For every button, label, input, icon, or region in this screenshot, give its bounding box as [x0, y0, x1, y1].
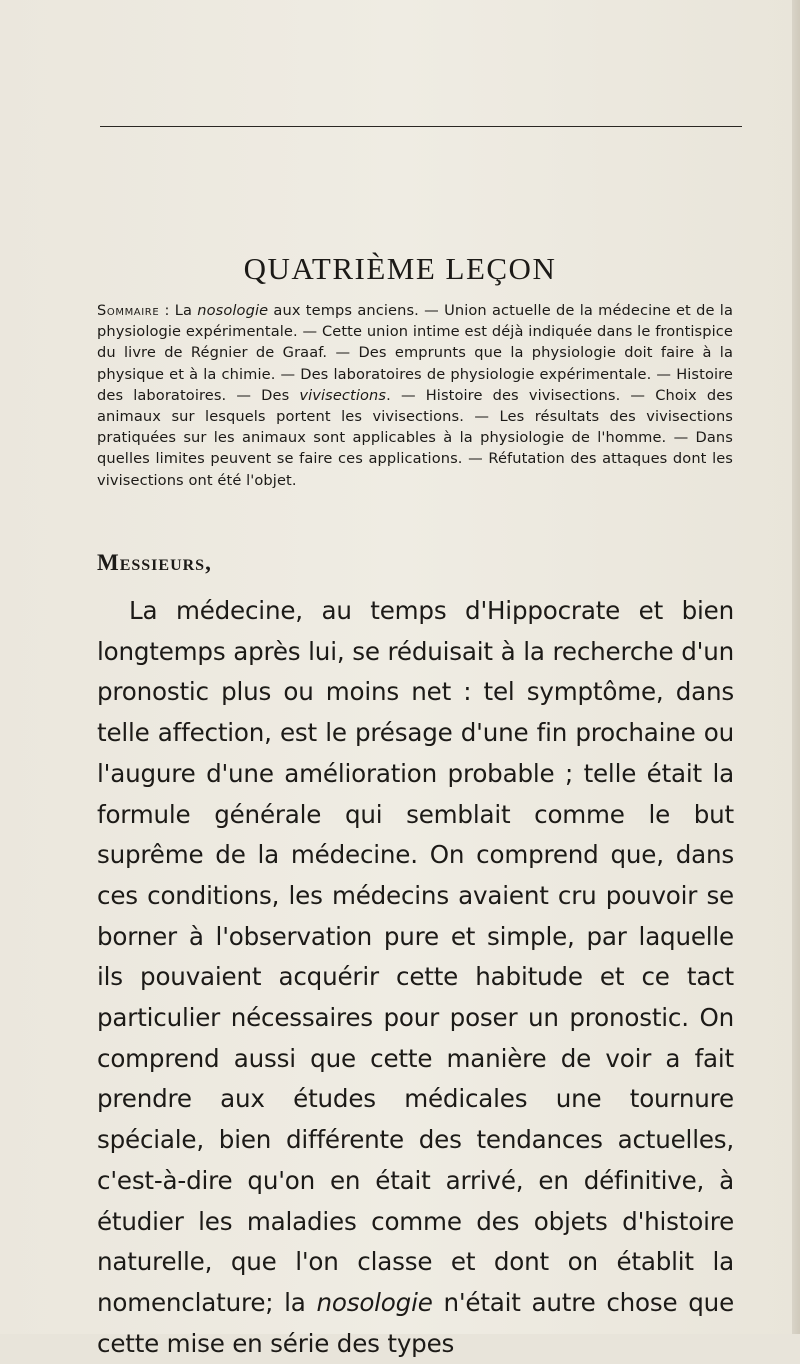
header-rule [100, 126, 742, 127]
summary-term-nosologie: nosologie [197, 302, 269, 319]
body-paragraph [97, 591, 734, 1364]
summary-separator: : La [159, 302, 198, 319]
body-text-part-1: La médecine, au temps d'Hippocrate et bien longtemps après lui, se réduisait à la recherche d'un pronostic plus ou moins net : tel symptôme, dans telle affection, est le présage d'une fin prochaine ou l'augure d'une amélioration probable ; telle était la formule générale qui semblait comme le but suprême de la médecine. On comprend que, dans ces conditions, les médecins avaient cru pouvoir se borner à l'observation pure et simple, par laquelle ils pouvaient acquérir cette habitude et ce tact particulier nécessaires pour poser un pronostic. On comprend aussi que cette manière de voir a fait prendre aux études médicales une tournure spéciale, bien différente des tendances actuelles, c'est-à-dire qu'on en était arrivé, en définitive, à étudier les maladies comme des objets d'histoire naturelle, que l'on classe et dont on établit la nomenclature; la [97, 596, 734, 1317]
body-term-nosologie: nosologie [316, 1287, 433, 1317]
chapter-title: QUATRIÈME LEÇON [243, 251, 557, 286]
summary-lead: Sommaire [97, 302, 160, 319]
chapter-summary [97, 300, 733, 491]
summary-term-vivisections: vivisections [299, 386, 387, 404]
body-text-part-2: n'était autre chose que cette mise en série des types [97, 1287, 734, 1358]
summary-text-part-2: . — Histoire des vivisections. — Choix des animaux sur lesquels portent les vivisections. — Les résultats des vivisections pratiquées sur les animaux sont applicables à la physiologie de l'homme. — Dans quelles limites peuvent se faire ces applications. — Réfutation des attaques dont les vivisections ont été l'objet. [97, 386, 733, 489]
summary-text-part-1: aux temps anciens. — Union actuelle de la médecine et de la physiologie expérimentale. — Cette union intime est déjà indiquée dans le frontispice du livre de Régnier de Graaf. — Des emprunts que la physiologie doit faire à la physique et à la chimie. — Des laboratoires de physiologie expérimentale. — Histoire des laboratoires. — Des [97, 302, 733, 404]
page-edge-shadow [792, 0, 800, 1334]
salutation: Messieurs, [97, 550, 212, 575]
